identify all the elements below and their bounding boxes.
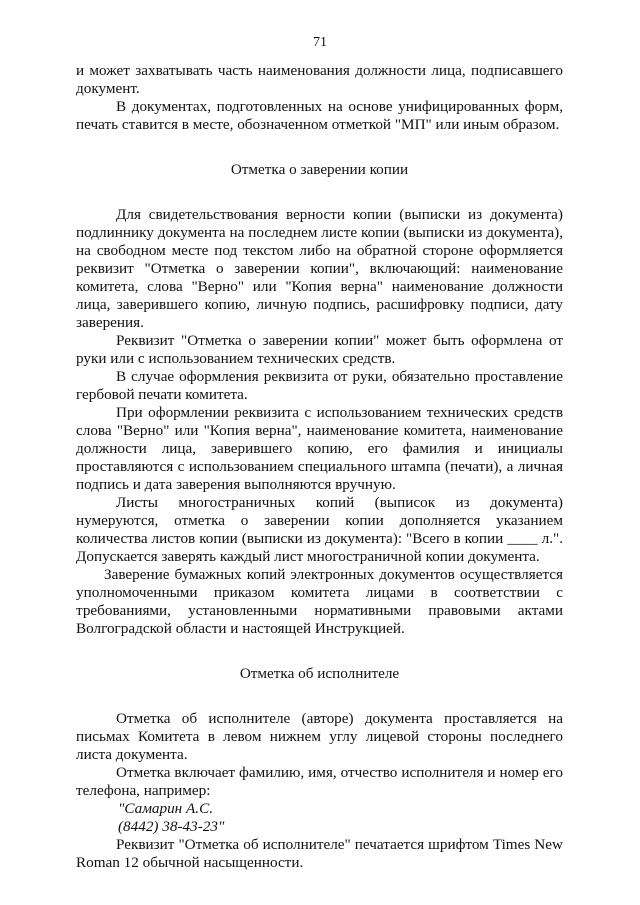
paragraph-copy-certification-3: В случае оформления реквизита от руки, обязательно проставление гербовой печати комитета. — [76, 368, 563, 403]
example-executor-phone: (8442) 38-43-23" — [118, 818, 225, 835]
paragraph-continuation: и может захватывать часть наименования должности лица, подписавшего документ. — [76, 62, 563, 97]
paragraph-copy-certification-1: Для свидетельствования верности копии (выписки из документа) подлиннику документа на последнем листе копии (выписки из документа), на свободном месте под текстом либо на обратной стороне оформляется реквизит "Отметка о заверении копии", включающий: наименование комитета, слова "Верно" или "Копия верна" наименование должности лица, заверившего копию, личную подпись, расшифровку подписи, дату заверения. — [76, 206, 563, 331]
paragraph-stamp-placement: В документах, подготовленных на основе унифицированных форм, печать ставится в месте, обозначенном отметкой "МП" или иным образом. — [76, 98, 563, 133]
section-heading-copy-certification: Отметка о заверении копии — [230, 161, 409, 178]
document-body — [76, 62, 563, 872]
section-heading-executor-mark: Отметка об исполнителе — [239, 665, 400, 682]
paragraph-copy-certification-5: Листы многостраничных копий (выписок из документа) нумеруются, отметка о заверении копии дополняется указанием количества листов копии (выписки из документа): "Всего в копии ____ л.". Допускается заверять каждый лист многостраничной копии документа. — [76, 494, 563, 565]
paragraph-executor-font: Реквизит "Отметка об исполнителе" печатается шрифтом Times New Roman 12 обычной насыщенности. — [76, 836, 563, 871]
paragraph-executor-1: Отметка об исполнителе (авторе) документа проставляется на письмах Комитета в левом нижнем углу лицевой стороны последнего листа документа. — [76, 710, 563, 763]
page-number: 71 — [313, 35, 327, 50]
paragraph-executor-2: Отметка включает фамилию, имя, отчество исполнителя и номер его телефона, например: — [76, 764, 563, 799]
paragraph-copy-certification-4: При оформлении реквизита с использованием технических средств слова "Верно" или "Копия верна", наименование комитета, наименование должности лица, заверившего копию, его фамилия и инициалы проставляются с использованием специального штампа (печати), а личная подпись и дата заверения выполняются вручную. — [76, 404, 563, 493]
example-executor-name: "Самарин А.С. — [118, 800, 214, 817]
paragraph-copy-certification-6: Заверение бумажных копий электронных документов осуществляется уполномоченными приказом комитета лицами в соответствии с требованиями, установленными нормативными правовыми актами Волгоградской области и настоящей Инструкцией. — [76, 566, 563, 637]
paragraph-copy-certification-2: Реквизит "Отметка о заверении копии" может быть оформлена от руки или с использованием технических средств. — [76, 332, 563, 367]
